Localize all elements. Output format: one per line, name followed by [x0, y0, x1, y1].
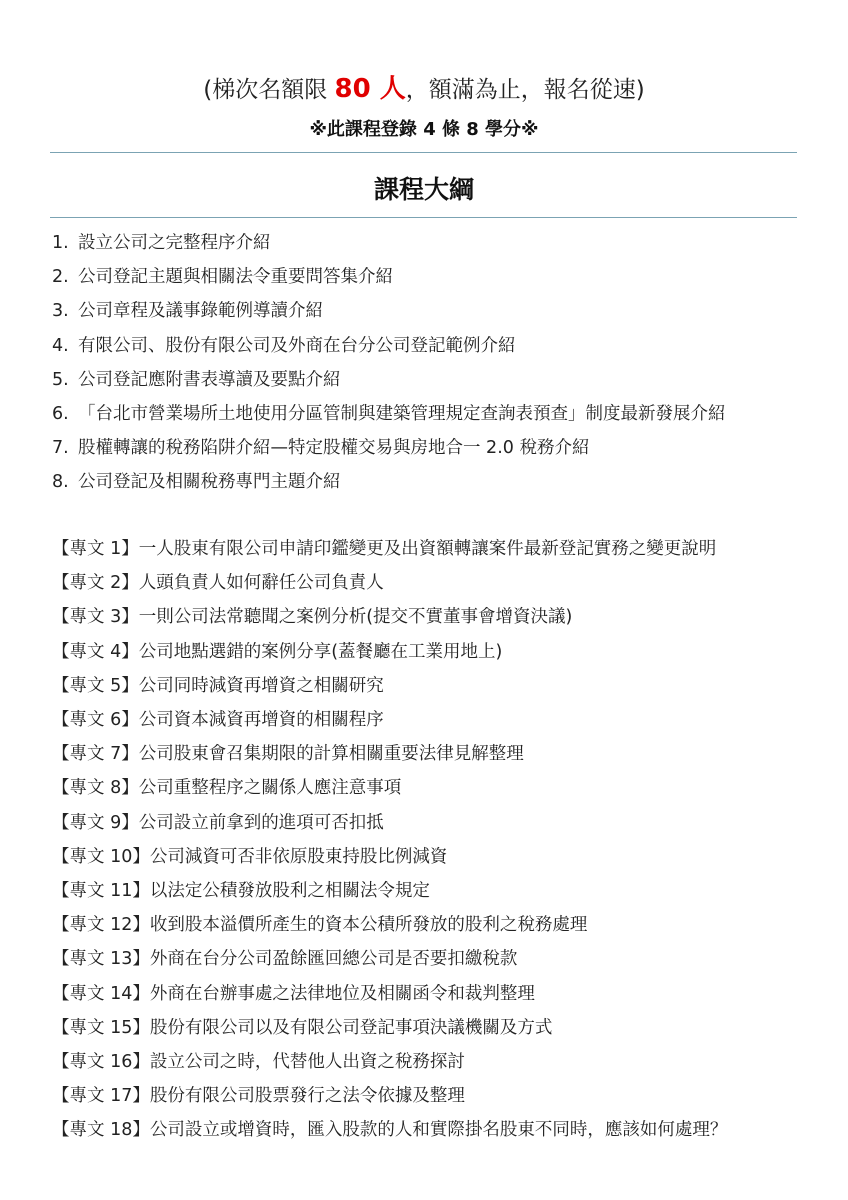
outline-item: [52, 465, 804, 499]
enrollment-note: [0, 72, 848, 107]
outline-list: [52, 226, 804, 500]
topic-item: 【專文 6】公司資本減資再增資的相關程序: [52, 710, 384, 731]
topic-item: 【專文 4】公司地點選錯的案例分享(蓋餐廳在工業用地上): [52, 641, 503, 662]
outline-item-text: 公司登記主題與相關法令重要問答集介紹: [78, 267, 393, 288]
outline-item-number: 3.: [52, 301, 69, 322]
outline-item-text: 股權轉讓的稅務陷阱介紹—特定股權交易與房地合一 2.0 稅務介紹: [78, 438, 590, 459]
topic-item: 【專文 14】外商在台辦事處之法律地位及相關函令和裁判整理: [52, 983, 535, 1004]
outline-item-number: 5.: [52, 369, 69, 390]
outline-item: [52, 431, 804, 465]
topic-item: 【專文 15】股份有限公司以及有限公司登記事項決議機關及方式: [52, 1017, 553, 1038]
topics-list: [52, 532, 804, 1148]
topic-item: 【專文 11】以法定公積發放股利之相關法令規定: [52, 881, 430, 902]
topic-item: 【專文 1】一人股東有限公司申請印鑑變更及出資額轉讓案件最新登記實務之變更說明: [52, 539, 717, 559]
outline-item: [52, 260, 804, 294]
outline-item: [52, 363, 804, 397]
outline-item-number: 7.: [52, 438, 69, 459]
outline-item-number: 1.: [52, 233, 69, 253]
outline-item-text: 「台北市營業場所土地使用分區管制與建築管理規定查詢表預查」制度最新發展介紹: [78, 404, 726, 425]
topic-item: 【專文 12】收到股本溢價所產生的資本公積所發放的股利之稅務處理: [52, 915, 588, 936]
enrollment-note-post: ，額滿為止，報名從速): [405, 77, 645, 103]
topic-item: 【專文 7】公司股東會召集期限的計算相關重要法律見解整理: [52, 744, 524, 765]
outline-item: [52, 226, 804, 260]
outline-item: [52, 294, 804, 328]
divider-top: [50, 152, 797, 153]
outline-item: [52, 329, 804, 363]
topic-item: 【專文 10】公司減資可否非依原股東持股比例減資: [52, 846, 448, 867]
topic-item: 【專文 18】公司設立或增資時，匯入股款的人和實際掛名股東不同時，應該如何處理？: [52, 1120, 728, 1141]
topic-item: 【專文 13】外商在台分公司盈餘匯回總公司是否要扣繳稅款: [52, 949, 518, 970]
credits-note: ※此課程登錄 4 條 8 學分※: [309, 119, 539, 140]
topic-item: 【專文 9】公司設立前拿到的進項可否扣抵: [52, 812, 384, 833]
outline-item-text: 公司登記及相關稅務專門主題介紹: [78, 472, 341, 493]
outline-item-text: 公司章程及議事錄範例導讀介紹: [78, 301, 323, 322]
enrollment-note-pre: (梯次名額限: [203, 77, 335, 103]
page-title: 課程大綱: [373, 175, 474, 204]
outline-item-number: 6.: [52, 404, 69, 425]
outline-item-text: 設立公司之完整程序介紹: [78, 233, 271, 253]
topic-item: 【專文 17】股份有限公司股票發行之法令依據及整理: [52, 1086, 465, 1107]
topic-item: 【專文 2】人頭負責人如何辭任公司負責人: [52, 573, 384, 594]
outline-item-number: 2.: [52, 267, 69, 288]
topic-item: 【專文 5】公司同時減資再增資之相關研究: [52, 675, 384, 696]
outline-item-number: 4.: [52, 335, 69, 356]
outline-item-number: 8.: [52, 472, 69, 493]
capacity-highlight: 80 人: [334, 74, 406, 104]
outline-item-text: 有限公司、股份有限公司及外商在台分公司登記範例介紹: [78, 335, 516, 356]
divider-bottom: [50, 217, 797, 218]
topic-item: 【專文 16】設立公司之時，代替他人出資之稅務探討: [52, 1052, 465, 1073]
outline-item-text: 公司登記應附書表導讀及要點介紹: [78, 369, 341, 390]
topic-item: 【專文 3】一則公司法常聽聞之案例分析(提交不實董事會增資決議): [52, 607, 573, 628]
outline-item: [52, 397, 804, 431]
topic-item: 【專文 8】公司重整程序之關係人應注意事項: [52, 778, 402, 799]
